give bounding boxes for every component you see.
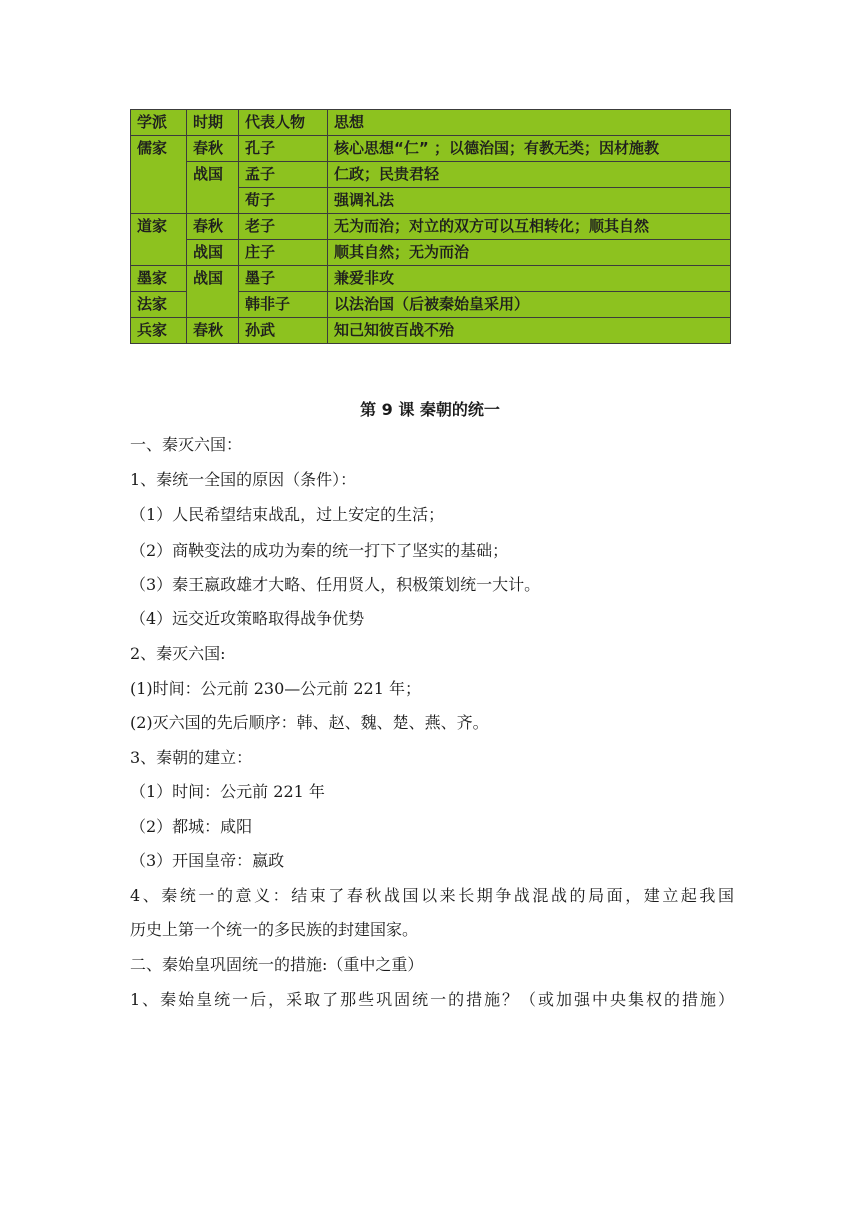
cell-school [131,162,187,188]
cell-thought: 核心思想“仁” ；以德治国；有教无类；因材施教 [328,136,731,162]
text-line: (2)灭六国的先后顺序：韩、赵、魏、楚、燕、齐。 [130,713,489,732]
cell-period: 战国 [187,266,239,292]
cell-person: 荀子 [239,188,328,214]
header-school: 学派 [131,110,187,136]
table-row [131,188,731,214]
cell-period: 战国 [187,162,239,188]
text-line: （1）人民希望结束战乱，过上安定的生活； [130,505,445,524]
text-line: 1、秦统一全国的原因（条件）： [130,470,357,489]
section-heading: 一、秦灭六国： [130,435,243,454]
cell-thought: 以法治国（后被秦始皇采用） [328,292,731,318]
cell-person: 孟子 [239,162,328,188]
text-line: （3）秦王嬴政雄才大略、任用贤人，积极策划统一大计。 [130,575,541,594]
cell-thought: 兼爱非攻 [328,266,731,292]
text-line: （2）商鞅变法的成功为秦的统一打下了坚实的基础； [130,541,509,560]
cell-thought: 顺其自然；无为而治 [328,240,731,266]
cell-school: 墨家 [131,266,187,292]
cell-period [187,188,239,214]
text-line: (1)时间：公元前 230—公元前 221 年； [130,679,422,698]
cell-school: 儒家 [131,136,187,162]
table-row [131,318,731,344]
text-line: 4、秦统一的意义：结束了春秋战国以来长期争战混战的局面，建立起我国 [130,886,734,905]
table-row [131,136,731,162]
text-line: 历史上第一个统一的多民族的封建国家。 [130,920,419,939]
text-line: 3、秦朝的建立： [130,748,253,767]
section-heading: 二、秦始皇巩固统一的措施:（重中之重） [130,955,424,974]
table-row [131,266,731,292]
text-line: （3）开国皇帝：嬴政 [130,851,285,870]
cell-thought: 无为而治；对立的双方可以互相转化；顺其自然 [328,214,731,240]
header-period: 时期 [187,110,239,136]
cell-period: 春秋 [187,136,239,162]
table-row [131,214,731,240]
cell-period: 春秋 [187,318,239,344]
cell-school: 道家 [131,214,187,240]
cell-person: 孔子 [239,136,328,162]
cell-person: 庄子 [239,240,328,266]
cell-person: 孙武 [239,318,328,344]
header-person: 代表人物 [239,110,328,136]
table-row [131,162,731,188]
cell-thought: 强调礼法 [328,188,731,214]
cell-person: 韩非子 [239,292,328,318]
cell-school [131,240,187,266]
table-row [131,240,731,266]
cell-thought: 知己知彼百战不殆 [328,318,731,344]
schools-of-thought-table [130,109,731,344]
cell-person: 老子 [239,214,328,240]
header-thought: 思想 [328,110,731,136]
cell-person: 墨子 [239,266,328,292]
cell-school: 兵家 [131,318,187,344]
text-line: （1）时间：公元前 221 年 [130,782,325,801]
text-line: 2、秦灭六国: [130,644,226,663]
text-line: （4）远交近攻策略取得战争优势 [130,609,365,628]
table-header-row [131,110,731,136]
table-row [131,292,731,318]
text-line: 1、秦始皇统一后，采取了那些巩固统一的措施？（或加强中央集权的措施） [130,990,734,1009]
cell-school: 法家 [131,292,187,318]
cell-period [187,292,239,318]
cell-thought: 仁政；民贵君轻 [328,162,731,188]
cell-school [131,188,187,214]
text-line: （2）都城：咸阳 [130,817,253,836]
lesson-title: 第 9 课 秦朝的统一 [360,400,500,419]
cell-period: 战国 [187,240,239,266]
cell-period: 春秋 [187,214,239,240]
